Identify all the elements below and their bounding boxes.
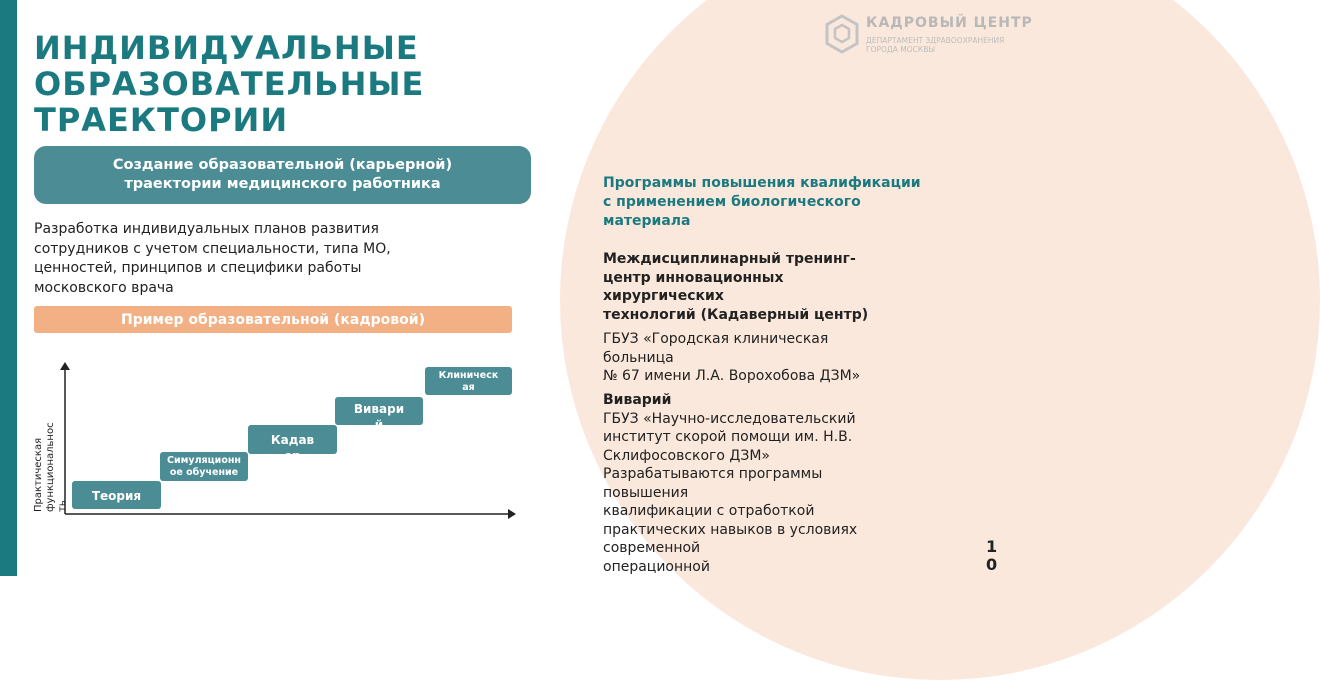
step-label: ер xyxy=(284,449,301,463)
programs-heading-line: с применением биологического xyxy=(603,194,861,210)
training-center-title: хирургических xyxy=(603,288,724,304)
training-center-title: центр инновационных xyxy=(603,269,784,286)
training-center-title: технологий (Кадаверный центр) xyxy=(603,306,869,323)
programs-heading-line: Программы повышения квалификации xyxy=(603,175,921,191)
step-clinical xyxy=(425,367,512,395)
vivarium-text: повышения xyxy=(603,484,689,501)
trajectory-banner xyxy=(34,146,531,204)
description-line: московского врача xyxy=(34,279,174,296)
step-simulation xyxy=(160,452,248,481)
vivarium-text: Склифосовского ДЗМ» xyxy=(603,447,770,464)
hexagon-cube-icon xyxy=(824,14,860,54)
page-number xyxy=(986,538,997,574)
trajectory-banner-line: траектории медицинского работника xyxy=(124,176,441,192)
training-center-title: Междисциплинарный тренинг- xyxy=(603,251,856,267)
vivarium-title: Виварий xyxy=(603,392,672,408)
programs-heading-line: материала xyxy=(603,213,691,229)
step-cadaver xyxy=(248,425,337,463)
page-title xyxy=(34,30,474,138)
title-line: ТРАЕКТОРИИ xyxy=(34,101,289,139)
vivarium-text: квалификации с отработкой xyxy=(603,503,815,519)
title-line: ОБРАЗОВАТЕЛЬНЫЕ xyxy=(34,65,425,103)
step-label: Симуляционн xyxy=(167,455,241,466)
y-axis-arrow-icon xyxy=(60,362,70,370)
page-number-digit: 0 xyxy=(986,555,998,574)
step-label: ое обучение xyxy=(169,467,239,478)
vivarium-text: институт скорой помощи им. Н.В. xyxy=(603,429,853,445)
description-line: сотрудников с учетом специальности, типа МО, xyxy=(34,240,391,257)
step-label: ая xyxy=(462,382,475,393)
vivarium-block xyxy=(603,391,903,576)
left-accent-bar xyxy=(0,0,17,576)
y-axis-label-line: Практическая xyxy=(33,437,44,512)
y-axis-label-line: функциональнос xyxy=(45,422,56,512)
step-label: Вивари xyxy=(353,402,405,416)
step-label: Теория xyxy=(91,489,142,503)
step-theory xyxy=(72,481,161,509)
vivarium-text: ГБУЗ «Научно-исследовательский xyxy=(603,410,856,427)
trajectory-banner-line: Создание образовательной (карьерной) xyxy=(112,157,453,173)
training-center-block xyxy=(603,250,903,386)
step-vivarium xyxy=(335,397,423,432)
description-line: Разработка индивидуальных планов развития xyxy=(34,221,379,237)
vivarium-text: практических навыков в условиях xyxy=(603,521,858,538)
example-banner xyxy=(34,306,512,333)
step-label: Кадав xyxy=(270,433,315,447)
logo-title: КАДРОВЫЙ ЦЕНТР xyxy=(866,15,1033,31)
training-center-org: больница xyxy=(603,349,674,366)
y-axis-label xyxy=(33,422,69,512)
logo-subtitle-line: ДЕПАРТАМЕНТ ЗДРАВООХРАНЕНИЯ xyxy=(866,36,1005,45)
training-center-org: ГБУЗ «Городская клиническая xyxy=(603,331,829,347)
logo-subtitle-line: ГОРОДА МОСКВЫ xyxy=(866,45,935,54)
programs-heading xyxy=(603,174,983,231)
training-center-org: № 67 имени Л.А. Ворохобова ДЗМ» xyxy=(603,368,861,384)
y-axis-label-line: ть xyxy=(57,500,68,512)
x-axis-arrow-icon xyxy=(508,509,516,519)
description-text xyxy=(34,220,474,298)
vivarium-text: Разрабатываются программы xyxy=(603,466,823,482)
example-banner-label: Пример образовательной (кадровой) xyxy=(121,311,425,328)
description-line: ценностей, принципов и специфики работы xyxy=(34,260,362,276)
title-line: ИНДИВИДУАЛЬНЫЕ xyxy=(34,29,419,67)
step-label: Клиническ xyxy=(438,370,499,381)
vivarium-text: современной xyxy=(603,540,701,556)
step-label: й xyxy=(374,418,384,432)
vivarium-text: операционной xyxy=(603,558,710,575)
logo-subtitle xyxy=(866,36,1004,54)
kadrovyi-centr-logo xyxy=(824,14,1033,58)
page-number-digit: 1 xyxy=(986,537,998,556)
